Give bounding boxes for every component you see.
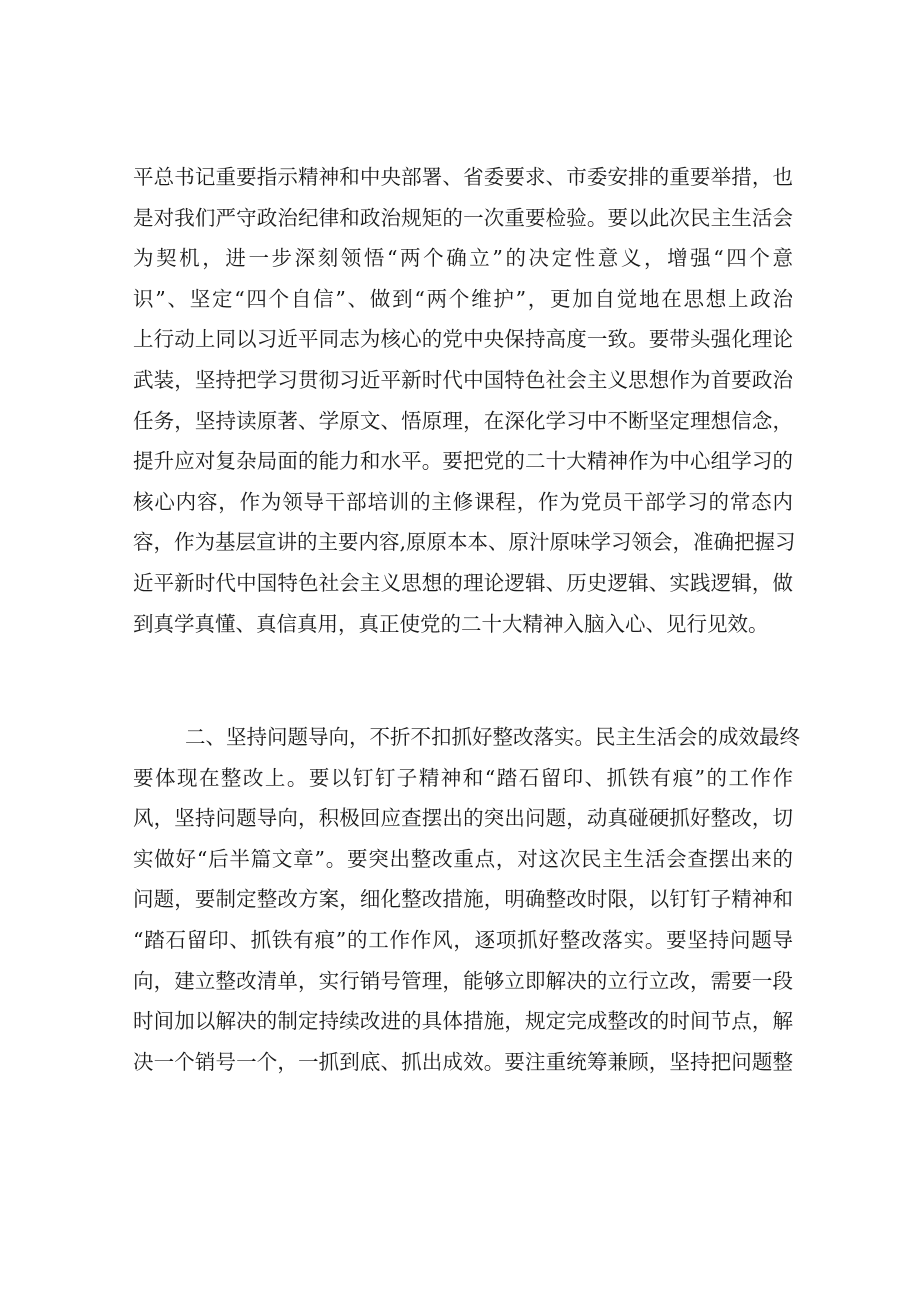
text-line: 风，坚持问题导向，积极回应查摆出的突出问题，动真碰硬抓好整改，切: [133, 806, 793, 831]
text-line: “踏石留印、抓铁有痕”的工作作风，逐项抓好整改落实。要坚持问题导: [133, 927, 793, 952]
text-line: 核心内容，作为领导干部培训的主修课程，作为党员干部学习的常态内: [133, 489, 793, 514]
text-line: 识”、坚定“四个自信”、做到“两个维护”，更加自觉地在思想上政治: [133, 286, 793, 311]
text-line: 二、坚持问题导向，不折不扣抓好整改落实。民主生活会的成效最终: [185, 725, 800, 749]
text-line: 平总书记重要指示精神和中央部署、省委要求、市委安排的重要举措，也: [133, 165, 793, 189]
text-line: 决一个销号一个，一抓到底、抓出成效。要注重统筹兼顾，坚持把问题整: [133, 1049, 793, 1074]
text-line: 向，建立整改清单，实行销号管理，能够立即解决的立行立改，需要一段: [133, 968, 793, 993]
text-line: 要体现在整改上。要以钉钉子精神和“踏石留印、抓铁有痕”的工作作: [133, 765, 793, 790]
text-line: 问题，要制定整改方案，细化整改措施，明确整改时限，以钉钉子精神和: [133, 887, 793, 912]
text-line: 武装，坚持把学习贯彻习近平新时代中国特色社会主义思想作为首要政治: [133, 367, 793, 392]
text-line: 近平新时代中国特色社会主义思想的理论逻辑、历史逻辑、实践逻辑，做: [133, 570, 793, 595]
paragraph-2: [133, 717, 800, 1082]
paragraph-1: [133, 157, 796, 644]
text-line: 任务，坚持读原著、学原文、悟原理，在深化学习中不断坚定理想信念，: [133, 408, 793, 433]
text-line: 为契机，进一步深刻领悟“两个确立”的决定性意义，增强“四个意: [133, 246, 793, 271]
text-line: 到真学真懂、真信真用，真正使党的二十大精神入脑入心、见行见效。: [133, 611, 769, 636]
text-line: 时间加以解决的制定持续改进的具体措施，规定完成整改的时间节点，解: [133, 1009, 793, 1034]
text-line: 容，作为基层宣讲的主要内容,原原本本、原汁原味学习领会，准确把握习: [133, 530, 796, 555]
text-line: 上行动上同以习近平同志为核心的党中央保持高度一致。要带头强化理论: [133, 327, 793, 352]
text-line: 是对我们严守政治纪律和政治规矩的一次重要检验。要以此次民主生活会: [133, 205, 793, 230]
text-line: 实做好“后半篇文章”。要突出整改重点，对这次民主生活会查摆出来的: [133, 846, 793, 871]
text-line: 提升应对复杂局面的能力和水平。要把党的二十大精神作为中心组学习的: [133, 449, 793, 474]
